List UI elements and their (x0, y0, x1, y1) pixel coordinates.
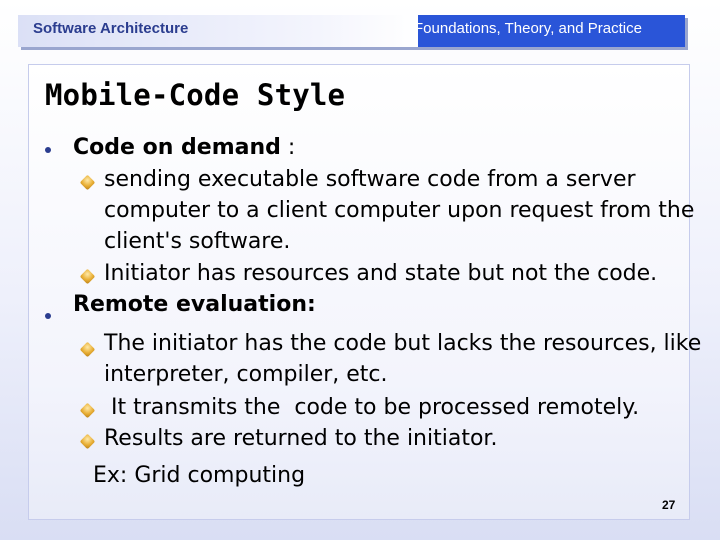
sub-bullet-text: The initiator has the code but lacks the resources, like (104, 331, 702, 356)
header-course-title: Software Architecture (33, 20, 189, 37)
bullet-label: Code on demand (73, 135, 281, 160)
bullet-suffix: : (280, 135, 296, 160)
slide-title: Mobile-Code Style (45, 78, 346, 112)
sub-bullet-text: Initiator has resources and state but not the code. (104, 261, 658, 286)
sub-bullet-text: computer to a client computer upon request from the (104, 198, 695, 223)
bullet-remote-evaluation: Remote evaluation: (73, 292, 316, 317)
sub-bullet-text: Results are returned to the initiator. (104, 426, 498, 451)
sub-bullet-text: interpreter, compiler, etc. (104, 362, 388, 387)
example-line: Ex: Grid computing (93, 463, 306, 488)
header-subtitle: Foundations, Theory, and Practice (414, 20, 642, 37)
bullet-code-on-demand (73, 135, 295, 161)
sub-bullet-text: It transmits the code to be processed remotely. (104, 395, 640, 420)
page-number: 27 (662, 498, 676, 512)
sub-bullet-text: sending executable software code from a server (104, 167, 636, 192)
dot-bullet-icon (45, 147, 51, 153)
dot-bullet-icon (45, 313, 51, 319)
sub-bullet-text: client's software. (104, 229, 291, 254)
